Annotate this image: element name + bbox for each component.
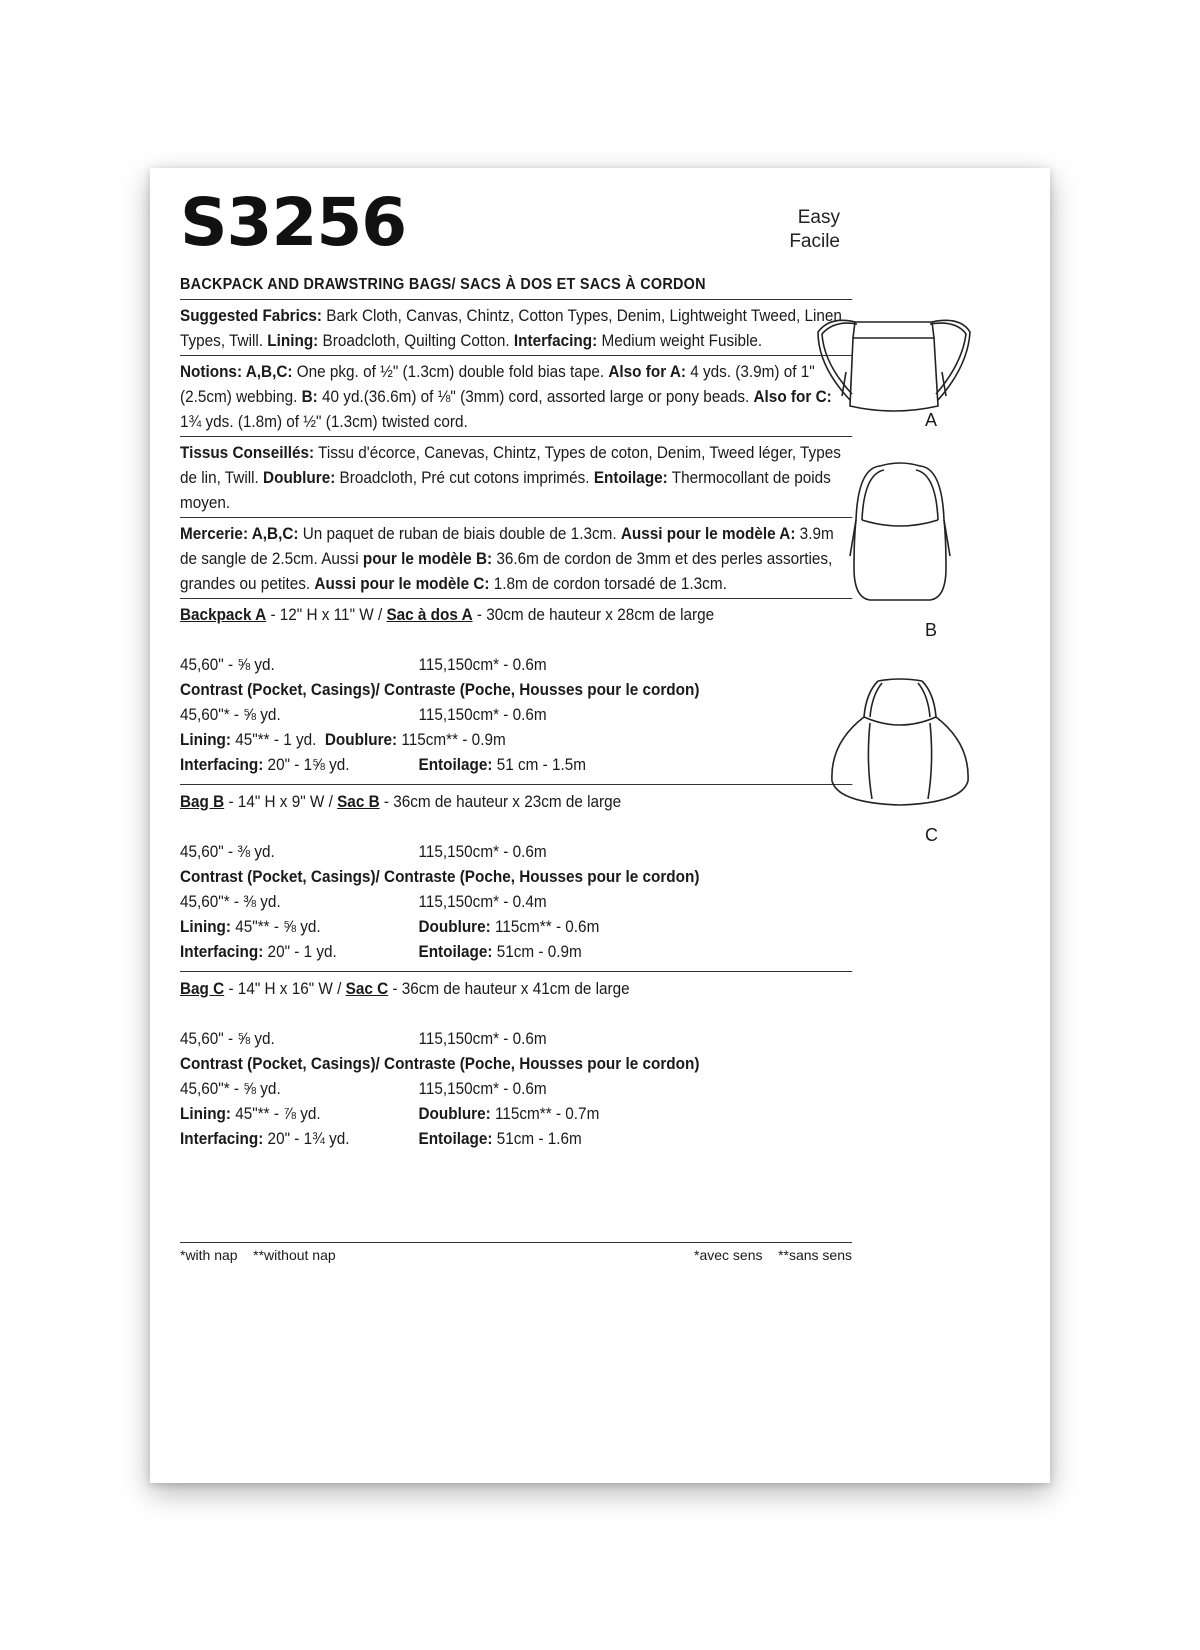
fabrics-text: Bark Cloth, Canvas, Chintz, Cotton Types, Denim, Lightweight Tweed, Linen Types, Twill. bbox=[180, 306, 842, 350]
section-b-doublure-label: Doublure: bbox=[418, 917, 491, 936]
section-c-contrast-yd: 45,60"* - ⅝ yd. bbox=[180, 1079, 281, 1098]
yardage-section-a bbox=[180, 602, 852, 785]
fabrics-interfacing-text: Medium weight Fusible. bbox=[597, 331, 763, 350]
tissus-label: Tissus Conseillés: bbox=[180, 443, 315, 462]
notions-a-label: Also for A: bbox=[608, 362, 686, 381]
section-c-entoilage-m: 51cm - 1.6m bbox=[492, 1129, 582, 1148]
fabrics-lining-text: Broadcloth, Quilting Cotton. bbox=[318, 331, 514, 350]
section-c-entoilage-label: Entoilage: bbox=[418, 1129, 493, 1148]
fabrics-lining-label: Lining: bbox=[267, 331, 319, 350]
section-a-contrast-label: Contrast (Pocket, Casings)/ Contraste (Poche, Housses pour le cordon) bbox=[180, 680, 700, 699]
mercerie-c-text: 1.8m de cordon torsadé de 1.3cm. bbox=[489, 574, 727, 593]
tissus-block bbox=[180, 440, 852, 518]
section-a-entoilage-label: Entoilage: bbox=[418, 755, 493, 774]
mercerie-c-label: Aussi pour le modèle C: bbox=[314, 574, 490, 593]
fabrics-label: Suggested Fabrics: bbox=[180, 306, 322, 325]
section-b-size-en: - 14" H x 9" W / bbox=[224, 792, 338, 811]
section-a-main-yd: 45,60" - ⅝ yd. bbox=[180, 655, 275, 674]
section-a-size-fr: - 30cm de hauteur x 28cm de large bbox=[472, 605, 715, 624]
section-b-size-fr: - 36cm de hauteur x 23cm de large bbox=[379, 792, 622, 811]
section-b-entoilage-label: Entoilage: bbox=[418, 942, 493, 961]
section-b-entoilage-m: 51cm - 0.9m bbox=[492, 942, 582, 961]
section-a-contrast-m: 115,150cm* - 0.6m bbox=[418, 705, 547, 724]
notions-c-label: Also for C: bbox=[753, 387, 832, 406]
view-label-b: B bbox=[925, 620, 938, 640]
difficulty-level bbox=[789, 206, 840, 254]
notions-label: Notions: A,B,C: bbox=[180, 362, 293, 381]
section-c-interfacing-label: Interfacing: bbox=[180, 1129, 264, 1148]
footnote-sans-sens: **sans sens bbox=[778, 1247, 852, 1263]
section-b-interfacing-yd: 20" - 1 yd. bbox=[263, 942, 337, 961]
section-c-contrast-label: Contrast (Pocket, Casings)/ Contraste (Poche, Housses pour le cordon) bbox=[180, 1054, 700, 1073]
section-b-main-yd: 45,60" - ⅜ yd. bbox=[180, 842, 275, 861]
bag-b-illustration bbox=[810, 458, 990, 618]
backpack-a-illustration bbox=[810, 308, 990, 428]
footnote-with-nap: *with nap bbox=[180, 1247, 238, 1263]
mercerie-a-text: 3.9m de sangle de 2.5cm. Aussi bbox=[180, 524, 834, 568]
section-c-size-fr: - 36cm de hauteur x 41cm de large bbox=[388, 979, 630, 998]
section-a-main-m: 115,150cm* - 0.6m bbox=[418, 655, 547, 674]
notions-c-text: 1¾ yds. (1.8m) of ½" (1.3cm) twisted cord. bbox=[180, 412, 468, 431]
pattern-details bbox=[180, 272, 852, 1151]
section-c-lining-label: Lining: bbox=[180, 1104, 231, 1123]
tissus-doublure-text: Broadcloth, Pré cut cotons imprimés. bbox=[335, 468, 594, 487]
tissus-doublure-label: Doublure: bbox=[263, 468, 336, 487]
fabrics-block bbox=[180, 303, 852, 356]
section-a-interfacing-yd: 20" - 1⅝ yd. bbox=[263, 755, 350, 774]
section-c-doublure-label: Doublure: bbox=[418, 1104, 491, 1123]
section-divider bbox=[180, 784, 852, 785]
notions-block bbox=[180, 359, 852, 437]
section-b-lining-label: Lining: bbox=[180, 917, 231, 936]
view-label-c: C bbox=[925, 825, 938, 845]
tissus-entoilage-label: Entoilage: bbox=[593, 468, 668, 487]
yardage-section-c bbox=[180, 976, 852, 1151]
section-a-doublure-m: 115cm** - 0.9m bbox=[397, 730, 506, 749]
section-b-name-fr: Sac B bbox=[337, 792, 380, 811]
section-c-doublure-m: 115cm** - 0.7m bbox=[490, 1104, 600, 1123]
notions-b-label: B: bbox=[301, 387, 318, 406]
section-b-interfacing-label: Interfacing: bbox=[180, 942, 264, 961]
tissus-text: Tissu d'écorce, Canevas, Chintz, Types de coton, Denim, Tweed léger, Types de lin, Twill. bbox=[180, 443, 841, 487]
section-b-contrast-label: Contrast (Pocket, Casings)/ Contraste (Poche, Housses pour le cordon) bbox=[180, 867, 700, 886]
notions-a-text: 4 yds. (3.9m) of 1" (2.5cm) webbing. bbox=[180, 362, 815, 406]
section-a-name-en: Backpack A bbox=[180, 605, 267, 624]
section-a-name-fr: Sac à dos A bbox=[386, 605, 473, 624]
section-b-contrast-yd: 45,60"* - ⅜ yd. bbox=[180, 892, 281, 911]
section-c-main-yd: 45,60" - ⅝ yd. bbox=[180, 1029, 275, 1048]
section-c-size-en: - 14" H x 16" W / bbox=[224, 979, 346, 998]
section-a-contrast-yd: 45,60"* - ⅝ yd. bbox=[180, 705, 281, 724]
mercerie-text: Un paquet de ruban de biais double de 1.3cm. bbox=[298, 524, 621, 543]
level-fr: Facile bbox=[789, 231, 840, 252]
section-divider bbox=[180, 971, 852, 972]
section-a-doublure-label: Doublure: bbox=[324, 730, 398, 749]
pattern-title: BACKPACK AND DRAWSTRING BAGS/ SACS À DOS ET SACS À CORDON bbox=[180, 272, 852, 300]
bag-c-illustration bbox=[810, 673, 990, 823]
view-label-a: A bbox=[925, 410, 938, 430]
section-b-name-en: Bag B bbox=[180, 792, 225, 811]
section-c-main-m: 115,150cm* - 0.6m bbox=[418, 1029, 547, 1048]
section-c-name-en: Bag C bbox=[180, 979, 225, 998]
section-a-lining-yd: 45"** - 1 yd. bbox=[230, 730, 317, 749]
fabrics-interfacing-label: Interfacing: bbox=[513, 331, 598, 350]
mercerie-b-text: 36.6m de cordon de 3mm et des perles assorties, grandes ou petites. bbox=[180, 549, 833, 593]
tissus-entoilage-text: Thermocollant de poids moyen. bbox=[180, 468, 831, 512]
section-b-contrast-m: 115,150cm* - 0.4m bbox=[418, 892, 547, 911]
footnotes bbox=[180, 1242, 852, 1263]
section-a-entoilage-m: 51 cm - 1.5m bbox=[492, 755, 586, 774]
section-c-lining-yd: 45"** - ⅞ yd. bbox=[230, 1104, 321, 1123]
section-c-interfacing-yd: 20" - 1¾ yd. bbox=[263, 1129, 350, 1148]
pattern-code: S3256 bbox=[180, 184, 407, 261]
section-a-lining-label: Lining: bbox=[180, 730, 231, 749]
footnote-without-nap: **without nap bbox=[253, 1247, 336, 1263]
section-a-interfacing-label: Interfacing: bbox=[180, 755, 264, 774]
section-c-name-fr: Sac C bbox=[345, 979, 389, 998]
section-c-contrast-m: 115,150cm* - 0.6m bbox=[418, 1079, 547, 1098]
notions-text: One pkg. of ½" (1.3cm) double fold bias tape. bbox=[292, 362, 609, 381]
yardage-section-b bbox=[180, 789, 852, 972]
section-a-size-en: - 12" H x 11" W / bbox=[266, 605, 387, 624]
mercerie-label: Mercerie: A,B,C: bbox=[180, 524, 299, 543]
notions-b-text: 40 yd.(36.6m) of ⅛" (3mm) cord, assorted large or pony beads. bbox=[317, 387, 754, 406]
pattern-envelope-back bbox=[150, 168, 1050, 1483]
mercerie-a-label: Aussi pour le modèle A: bbox=[620, 524, 796, 543]
footnote-avec-sens: *avec sens bbox=[694, 1247, 763, 1263]
section-b-main-m: 115,150cm* - 0.6m bbox=[418, 842, 547, 861]
section-b-doublure-m: 115cm** - 0.6m bbox=[490, 917, 600, 936]
section-b-lining-yd: 45"** - ⅝ yd. bbox=[230, 917, 321, 936]
mercerie-b-label: pour le modèle B: bbox=[362, 549, 493, 568]
mercerie-block bbox=[180, 521, 852, 599]
level-en: Easy bbox=[797, 207, 840, 228]
